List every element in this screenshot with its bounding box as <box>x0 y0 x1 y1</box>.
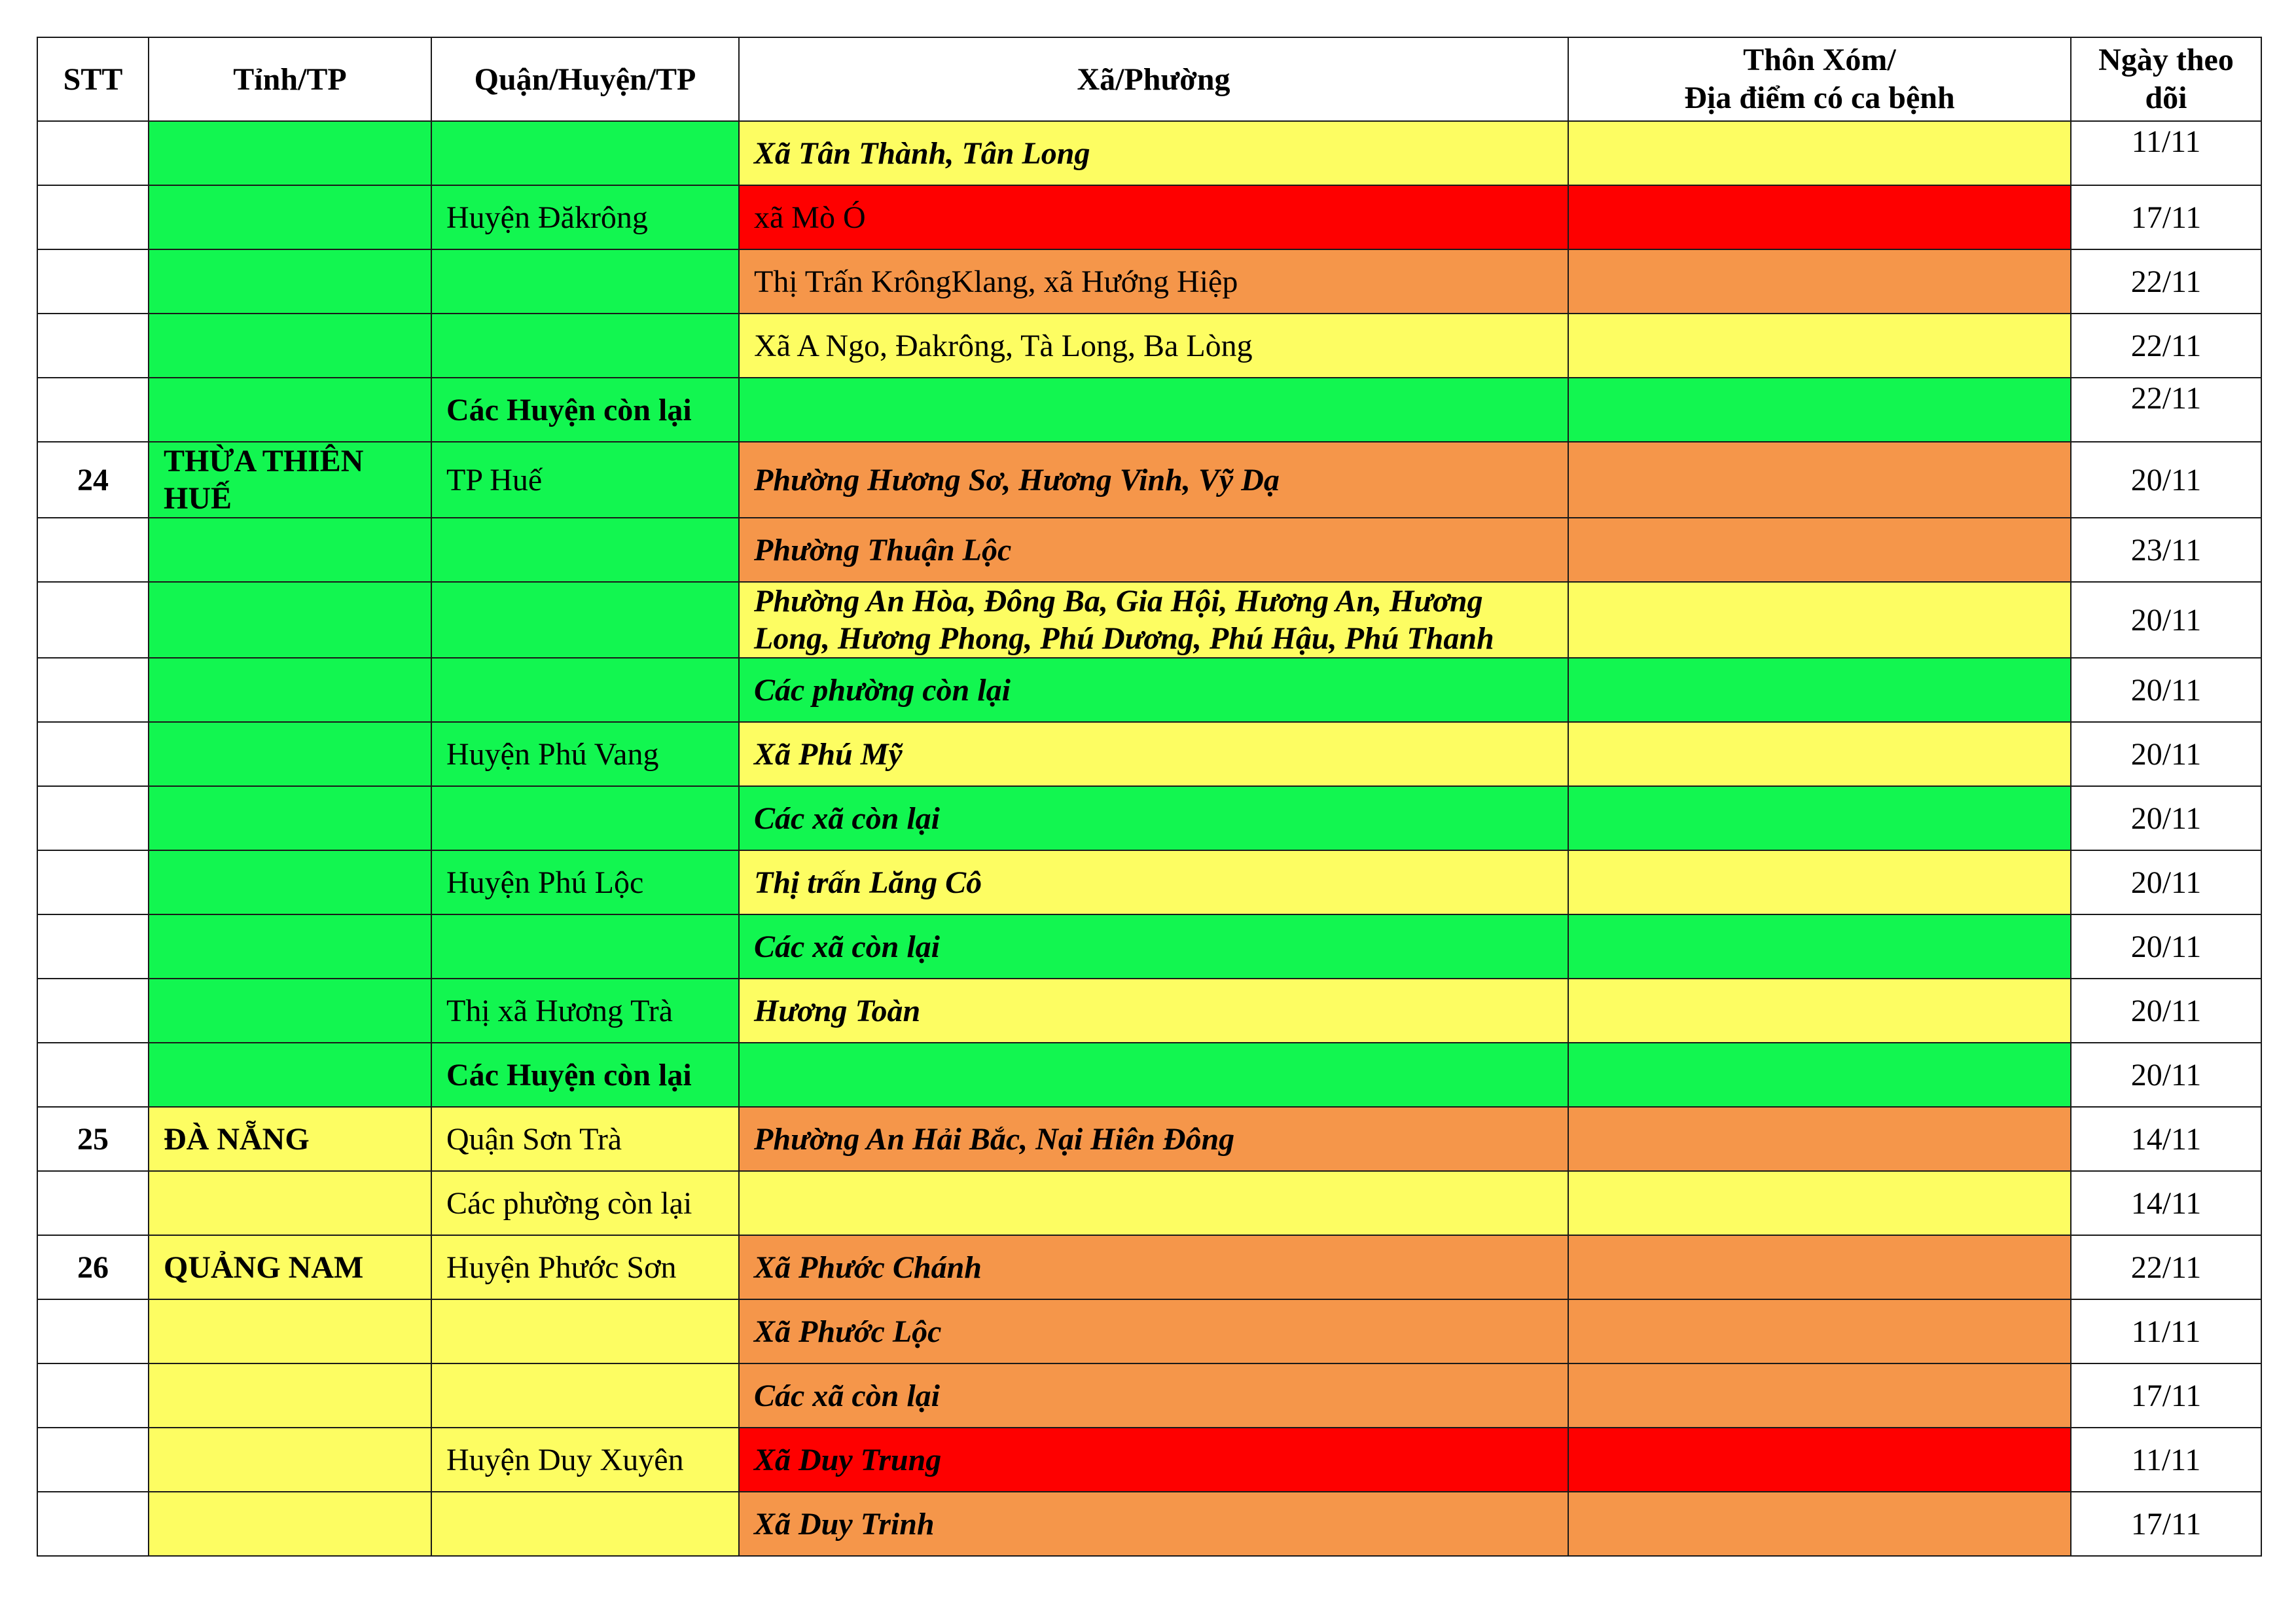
cell-xa: Hương Toàn <box>739 979 1568 1043</box>
cell-thon <box>1568 378 2071 442</box>
header-thon <box>1568 37 2071 121</box>
cell-stt <box>37 658 149 722</box>
table-row <box>37 582 2261 658</box>
cell-xa: Phường An Hòa, Đông Ba, Gia Hội, Hương An, Hương Long, Hương Phong, Phú Dương, Phú Hậu, Phú Thanh <box>739 582 1568 658</box>
cell-stt <box>37 582 149 658</box>
cell-tinh <box>149 658 431 722</box>
cell-xa: Xã Duy Trung <box>739 1428 1568 1492</box>
cell-quan: Thị xã Hương Trà <box>431 979 739 1043</box>
table-row <box>37 1043 2261 1107</box>
cell-tinh <box>149 1363 431 1428</box>
table-row <box>37 914 2261 979</box>
cell-xa: Phường Thuận Lộc <box>739 518 1568 582</box>
cell-thon <box>1568 442 2071 518</box>
cell-tinh <box>149 979 431 1043</box>
cell-tinh <box>149 1428 431 1492</box>
cell-ngay: 20/11 <box>2071 786 2261 850</box>
cell-xa: Các xã còn lại <box>739 786 1568 850</box>
cell-xa: Các xã còn lại <box>739 1363 1568 1428</box>
cell-xa: Phường An Hải Bắc, Nại Hiên Đông <box>739 1107 1568 1171</box>
cell-tinh <box>149 1171 431 1235</box>
table-row <box>37 786 2261 850</box>
cell-quan: Huyện Phú Lộc <box>431 850 739 914</box>
header-quan: Quận/Huyện/TP <box>431 37 739 121</box>
cell-stt <box>37 1428 149 1492</box>
cell-quan: Quận Sơn Trà <box>431 1107 739 1171</box>
cell-quan: Huyện Phú Vang <box>431 722 739 786</box>
cell-xa: Xã Phú Mỹ <box>739 722 1568 786</box>
cell-quan <box>431 121 739 185</box>
table-row <box>37 442 2261 518</box>
cell-tinh: QUẢNG NAM <box>149 1235 431 1299</box>
cell-ngay: 17/11 <box>2071 185 2261 249</box>
covid-level-table <box>37 37 2262 1557</box>
table-row <box>37 1299 2261 1363</box>
cell-ngay: 17/11 <box>2071 1363 2261 1428</box>
cell-thon <box>1568 786 2071 850</box>
cell-stt <box>37 378 149 442</box>
cell-xa <box>739 1171 1568 1235</box>
cell-xa: Xã Phước Lộc <box>739 1299 1568 1363</box>
cell-quan <box>431 249 739 314</box>
header-ngay-line1: Ngày theo <box>2098 43 2234 77</box>
table-row <box>37 314 2261 378</box>
table-row <box>37 1428 2261 1492</box>
cell-thon <box>1568 1492 2071 1556</box>
cell-thon <box>1568 314 2071 378</box>
cell-ngay: 11/11 <box>2071 121 2261 185</box>
cell-tinh <box>149 722 431 786</box>
cell-ngay: 20/11 <box>2071 979 2261 1043</box>
cell-tinh <box>149 1043 431 1107</box>
cell-tinh: ĐÀ NẴNG <box>149 1107 431 1171</box>
cell-stt <box>37 1043 149 1107</box>
cell-thon <box>1568 518 2071 582</box>
cell-tinh <box>149 185 431 249</box>
cell-ngay: 20/11 <box>2071 582 2261 658</box>
cell-thon <box>1568 1363 2071 1428</box>
cell-thon <box>1568 658 2071 722</box>
cell-ngay: 20/11 <box>2071 722 2261 786</box>
cell-xa: xã Mò Ó <box>739 185 1568 249</box>
cell-stt <box>37 1299 149 1363</box>
cell-ngay: 20/11 <box>2071 658 2261 722</box>
cell-tinh <box>149 850 431 914</box>
cell-thon <box>1568 914 2071 979</box>
cell-xa: Phường Hương Sơ, Hương Vinh, Vỹ Dạ <box>739 442 1568 518</box>
header-row <box>37 37 2261 121</box>
table-row <box>37 1235 2261 1299</box>
cell-quan <box>431 314 739 378</box>
cell-stt <box>37 1171 149 1235</box>
cell-tinh <box>149 914 431 979</box>
cell-stt <box>37 518 149 582</box>
cell-xa: Xã Phước Chánh <box>739 1235 1568 1299</box>
cell-thon <box>1568 1299 2071 1363</box>
cell-thon <box>1568 850 2071 914</box>
cell-ngay: 20/11 <box>2071 442 2261 518</box>
cell-stt: 26 <box>37 1235 149 1299</box>
cell-quan <box>431 1299 739 1363</box>
table-row <box>37 1363 2261 1428</box>
cell-thon <box>1568 121 2071 185</box>
table-row <box>37 378 2261 442</box>
cell-quan: Huyện Phước Sơn <box>431 1235 739 1299</box>
cell-xa <box>739 1043 1568 1107</box>
cell-stt: 25 <box>37 1107 149 1171</box>
cell-tinh <box>149 1299 431 1363</box>
cell-ngay: 11/11 <box>2071 1428 2261 1492</box>
cell-quan <box>431 1492 739 1556</box>
cell-xa: Xã A Ngo, Đakrông, Tà Long, Ba Lòng <box>739 314 1568 378</box>
cell-quan: Các Huyện còn lại <box>431 1043 739 1107</box>
header-thon-line1: Thôn Xóm/ <box>1743 43 1896 77</box>
cell-xa: Thị Trấn KrôngKlang, xã Hướng Hiệp <box>739 249 1568 314</box>
cell-tinh <box>149 582 431 658</box>
cell-thon <box>1568 722 2071 786</box>
cell-tinh <box>149 518 431 582</box>
cell-stt <box>37 850 149 914</box>
cell-ngay: 22/11 <box>2071 249 2261 314</box>
cell-stt <box>37 314 149 378</box>
cell-quan <box>431 582 739 658</box>
cell-tinh: THỪA THIÊN HUẾ <box>149 442 431 518</box>
table-row <box>37 249 2261 314</box>
table-row <box>37 658 2261 722</box>
cell-quan <box>431 914 739 979</box>
cell-quan: Các phường còn lại <box>431 1171 739 1235</box>
cell-ngay: 17/11 <box>2071 1492 2261 1556</box>
cell-stt <box>37 914 149 979</box>
table-row <box>37 1492 2261 1556</box>
cell-ngay: 14/11 <box>2071 1107 2261 1171</box>
table-row <box>37 1107 2261 1171</box>
table-row <box>37 121 2261 185</box>
cell-ngay: 14/11 <box>2071 1171 2261 1235</box>
cell-xa <box>739 378 1568 442</box>
cell-xa: Thị trấn Lăng Cô <box>739 850 1568 914</box>
cell-quan <box>431 786 739 850</box>
header-ngay-line2: dõi <box>2145 81 2187 115</box>
header-thon-line2: Địa điểm có ca bệnh <box>1684 81 1955 115</box>
cell-tinh <box>149 249 431 314</box>
cell-ngay: 22/11 <box>2071 378 2261 442</box>
cell-quan <box>431 518 739 582</box>
cell-stt <box>37 1363 149 1428</box>
cell-stt <box>37 722 149 786</box>
header-ngay <box>2071 37 2261 121</box>
cell-tinh <box>149 121 431 185</box>
cell-stt <box>37 185 149 249</box>
cell-stt <box>37 979 149 1043</box>
cell-ngay: 22/11 <box>2071 314 2261 378</box>
cell-stt: 24 <box>37 442 149 518</box>
table-row <box>37 518 2261 582</box>
cell-xa: Xã Duy Trinh <box>739 1492 1568 1556</box>
table-row <box>37 185 2261 249</box>
header-stt: STT <box>37 37 149 121</box>
cell-quan: TP Huế <box>431 442 739 518</box>
cell-stt <box>37 249 149 314</box>
cell-xa: Các phường còn lại <box>739 658 1568 722</box>
header-xa: Xã/Phường <box>739 37 1568 121</box>
cell-tinh <box>149 314 431 378</box>
cell-quan: Các Huyện còn lại <box>431 378 739 442</box>
table-row <box>37 1171 2261 1235</box>
cell-quan <box>431 1363 739 1428</box>
cell-stt <box>37 1492 149 1556</box>
cell-ngay: 20/11 <box>2071 850 2261 914</box>
cell-thon <box>1568 249 2071 314</box>
cell-stt <box>37 121 149 185</box>
cell-thon <box>1568 1235 2071 1299</box>
cell-ngay: 20/11 <box>2071 914 2261 979</box>
cell-xa: Xã Tân Thành, Tân Long <box>739 121 1568 185</box>
cell-ngay: 20/11 <box>2071 1043 2261 1107</box>
cell-thon <box>1568 1428 2071 1492</box>
table-row <box>37 979 2261 1043</box>
cell-thon <box>1568 979 2071 1043</box>
cell-ngay: 23/11 <box>2071 518 2261 582</box>
cell-tinh <box>149 378 431 442</box>
cell-xa: Các xã còn lại <box>739 914 1568 979</box>
cell-ngay: 11/11 <box>2071 1299 2261 1363</box>
table-row <box>37 850 2261 914</box>
cell-stt <box>37 786 149 850</box>
cell-thon <box>1568 1107 2071 1171</box>
cell-tinh <box>149 1492 431 1556</box>
cell-quan: Huyện Đăkrông <box>431 185 739 249</box>
cell-ngay: 22/11 <box>2071 1235 2261 1299</box>
cell-thon <box>1568 1043 2071 1107</box>
cell-thon <box>1568 582 2071 658</box>
cell-quan: Huyện Duy Xuyên <box>431 1428 739 1492</box>
cell-tinh <box>149 786 431 850</box>
cell-thon <box>1568 1171 2071 1235</box>
header-tinh: Tỉnh/TP <box>149 37 431 121</box>
table-row <box>37 722 2261 786</box>
cell-quan <box>431 658 739 722</box>
cell-thon <box>1568 185 2071 249</box>
